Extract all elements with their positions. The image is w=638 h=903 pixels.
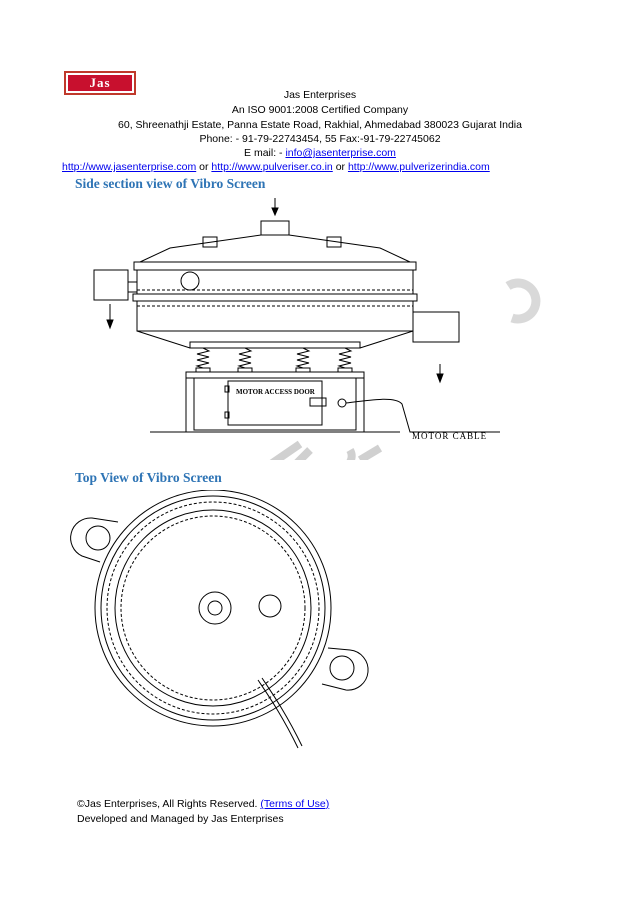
top-view-drawing bbox=[0, 490, 638, 760]
address: 60, Shreenathji Estate, Panna Estate Road, Rakhial, Ahmedabad 380023 Gujarat India bbox=[118, 119, 522, 131]
terms-link[interactable]: (Terms of Use) bbox=[260, 798, 330, 810]
spring-set bbox=[196, 348, 352, 372]
link-pulverizerindia[interactable]: http://www.pulverizerindia.com bbox=[347, 161, 490, 173]
base-cone bbox=[137, 331, 413, 348]
lug-left bbox=[71, 518, 118, 562]
deck-port bbox=[181, 272, 199, 290]
top-view-title: Top View of Vibro Screen bbox=[75, 470, 222, 485]
link-pulveriser[interactable]: http://www.pulveriser.co.in bbox=[211, 161, 333, 173]
motor-base bbox=[194, 378, 356, 430]
dome-cover bbox=[140, 235, 410, 262]
link-separator: or bbox=[332, 161, 348, 173]
copyright-text: ©Jas Enterprises, All Rights Reserved. bbox=[77, 798, 261, 810]
email-link[interactable]: info@jasenterprise.com bbox=[285, 147, 396, 159]
cable-gland bbox=[310, 398, 326, 406]
base-plate bbox=[186, 372, 364, 378]
cable-label: MOTOR CABLE bbox=[412, 431, 488, 441]
side-port bbox=[259, 595, 281, 617]
outer-frame bbox=[95, 490, 331, 726]
top-frame bbox=[134, 262, 416, 270]
right-outlet bbox=[413, 312, 459, 342]
logo-text: Jas bbox=[68, 75, 132, 91]
company-name: Jas Enterprises bbox=[283, 89, 357, 101]
link-separator: or bbox=[196, 161, 212, 173]
watermark-shape bbox=[508, 283, 536, 319]
email-label: E mail: - bbox=[244, 147, 286, 159]
clamp-band bbox=[133, 294, 417, 301]
developed-by: Developed and Managed by Jas Enterprises bbox=[77, 813, 284, 825]
door-label: MOTOR ACCESS DOOR bbox=[236, 388, 315, 396]
watermark-shape bbox=[268, 444, 380, 460]
top-inlet bbox=[261, 221, 289, 235]
motor-cable bbox=[346, 399, 500, 432]
center-inlet bbox=[199, 592, 231, 624]
link-jasenterprise[interactable]: http://www.jasenterprise.com bbox=[62, 161, 197, 173]
left-outlet bbox=[94, 270, 128, 300]
phone-fax: Phone: - 91-79-22743454, 55 Fax:-91-79-22745062 bbox=[199, 133, 441, 145]
side-section-title: Side section view of Vibro Screen bbox=[75, 176, 266, 191]
certification: An ISO 9001:2008 Certified Company bbox=[231, 104, 409, 116]
lug-right bbox=[322, 648, 368, 690]
copyright-line bbox=[77, 797, 329, 811]
